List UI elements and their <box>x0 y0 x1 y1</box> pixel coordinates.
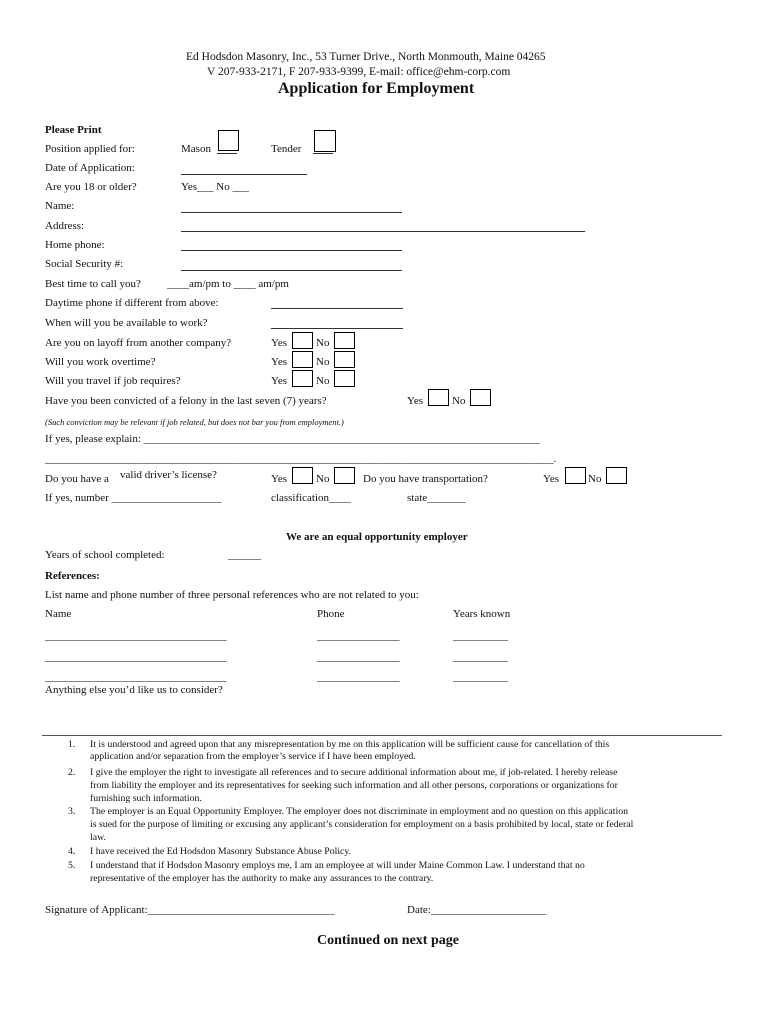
mason-underline <box>217 153 237 154</box>
term-text-line: is sued for the purpose of limiting or excusing any applicant’s consideration for employment on a basis prohibited by local, state or federal <box>90 819 634 830</box>
daytime-phone-field[interactable] <box>271 308 403 309</box>
ref-1-phone-field[interactable]: _______________ <box>317 630 400 642</box>
please-print-heading: Please Print <box>45 124 102 136</box>
home-phone-label: Home phone: <box>45 239 105 251</box>
layoff-label: Are you on layoff from another company? <box>45 337 232 349</box>
overtime-label: Will you work overtime? <box>45 356 156 368</box>
mason-label: Mason <box>181 143 211 155</box>
ref-header-phone: Phone <box>317 608 345 620</box>
travel-no-checkbox[interactable] <box>334 370 355 387</box>
age-label: Are you 18 or older? <box>45 181 137 193</box>
transport-no-label: No <box>588 473 602 485</box>
terms-divider <box>42 735 722 736</box>
term-text-line: I give the employer the right to investigate all references and to secure additional information about me, if job-related. I hereby release <box>90 767 618 778</box>
school-years-field[interactable]: ______ <box>228 549 261 561</box>
anything-else-label: Anything else you’d like us to consider? <box>45 684 223 696</box>
license-label-b: valid driver’s license? <box>120 469 217 481</box>
license-no-label: No <box>316 473 330 485</box>
position-label: Position applied for: <box>45 143 135 155</box>
signature-date-field[interactable]: Date:_____________________ <box>407 904 547 916</box>
term-text-line: application and/or separation from the employer’s service if I have been employed. <box>90 751 416 762</box>
transport-label: Do you have transportation? <box>363 473 488 485</box>
overtime-yes-checkbox[interactable] <box>292 351 313 368</box>
license-yes-checkbox[interactable] <box>292 467 313 484</box>
license-no-checkbox[interactable] <box>334 467 355 484</box>
ref-2-name-field[interactable]: _________________________________ <box>45 651 227 663</box>
equal-opportunity-statement: We are an equal opportunity employer <box>286 531 468 543</box>
term-text-line: I have received the Ed Hodsdon Masonry Substance Abuse Policy. <box>90 846 352 857</box>
tender-label: Tender <box>271 143 302 155</box>
availability-field[interactable] <box>271 328 403 329</box>
daytime-phone-label: Daytime phone if different from above: <box>45 297 219 309</box>
ssn-label: Social Security #: <box>45 258 124 270</box>
term-number: 2. <box>68 767 76 778</box>
term-text-line: furnishing such information. <box>90 793 202 804</box>
explain-label[interactable]: If yes, please explain: ________________________________________________________________________ <box>45 433 540 445</box>
page-title: Application for Employment <box>278 80 475 97</box>
tender-checkbox[interactable] <box>314 130 336 152</box>
references-heading: References: <box>45 570 100 582</box>
term-text-line: It is understood and agreed upon that any misrepresentation by me on this application will be sufficient cause for cancellation of this <box>90 739 610 750</box>
term-text-line: from liability the employer and its representatives for seeking such information and all other persons, corporations or organizations for <box>90 780 618 791</box>
layoff-no-label: No <box>316 337 330 349</box>
layoff-yes-label: Yes <box>271 337 288 349</box>
felony-no-checkbox[interactable] <box>470 389 491 406</box>
layoff-yes-checkbox[interactable] <box>292 332 313 349</box>
term-number: 3. <box>68 806 76 817</box>
term-number: 4. <box>68 846 76 857</box>
ref-header-years: Years known <box>453 608 511 620</box>
address-label: Address: <box>45 220 85 232</box>
felony-label: Have you been convicted of a felony in the last seven (7) years? <box>45 395 327 407</box>
term-number: 5. <box>68 860 76 871</box>
overtime-no-label: No <box>316 356 330 368</box>
term-text-line: I understand that if Hodsdon Masonry employs me, I am an employee at will under Maine Common Law. I understand that no <box>90 860 585 871</box>
travel-label: Will you travel if job requires? <box>45 375 181 387</box>
home-phone-field[interactable] <box>181 250 402 251</box>
felony-note: (Such conviction may be relevant if job related, but does not bar you from employment.) <box>45 417 344 427</box>
address-field[interactable] <box>181 231 585 232</box>
ref-3-years-field[interactable]: __________ <box>453 671 508 683</box>
license-state-field[interactable]: state_______ <box>407 492 466 504</box>
company-contact-line: V 207-933-2171, F 207-933-9399, E-mail: office@ehm-corp.com <box>207 66 511 78</box>
transport-yes-checkbox[interactable] <box>565 467 586 484</box>
travel-no-label: No <box>316 375 330 387</box>
availability-label: When will you be available to work? <box>45 317 208 329</box>
travel-yes-checkbox[interactable] <box>292 370 313 387</box>
transport-yes-label: Yes <box>543 473 560 485</box>
name-field[interactable] <box>181 212 402 213</box>
license-classification-field[interactable]: classification____ <box>271 492 352 504</box>
mason-checkbox[interactable] <box>218 130 239 151</box>
company-address-line: Ed Hodsdon Masonry, Inc., 53 Turner Drive., North Monmouth, Maine 04265 <box>186 51 546 63</box>
continued-notice: Continued on next page <box>317 933 459 948</box>
transport-no-checkbox[interactable] <box>606 467 627 484</box>
felony-no-label: No <box>452 395 466 407</box>
name-label: Name: <box>45 200 75 212</box>
tender-underline <box>313 153 333 154</box>
term-text-line: representative of the employer has the authority to make any assurances to the contrary. <box>90 873 434 884</box>
license-number-field[interactable]: If yes, number ____________________ <box>45 492 222 504</box>
ssn-field[interactable] <box>181 270 402 271</box>
signature-field[interactable]: Signature of Applicant:__________________________________ <box>45 904 335 916</box>
ref-2-phone-field[interactable]: _______________ <box>317 651 400 663</box>
ref-1-name-field[interactable]: _________________________________ <box>45 630 227 642</box>
school-years-label: Years of school completed: <box>45 549 165 561</box>
felony-yes-checkbox[interactable] <box>428 389 449 406</box>
ref-header-name: Name <box>45 608 72 620</box>
best-time-field[interactable]: ____am/pm to ____ am/pm <box>167 278 289 290</box>
felony-yes-label: Yes <box>407 395 424 407</box>
ref-3-name-field[interactable]: _________________________________ <box>45 671 227 683</box>
term-number: 1. <box>68 739 76 750</box>
license-yes-label: Yes <box>271 473 288 485</box>
ref-3-phone-field[interactable]: _______________ <box>317 671 400 683</box>
best-time-label: Best time to call you? <box>45 278 141 290</box>
date-of-application-label: Date of Application: <box>45 162 135 174</box>
references-instruction: List name and phone number of three personal references who are not related to you: <box>45 589 419 601</box>
term-text-line: The employer is an Equal Opportunity Employer. The employer does not discriminate in employment and no question on this application <box>90 806 628 817</box>
license-label-a: Do you have a <box>45 473 109 485</box>
travel-yes-label: Yes <box>271 375 288 387</box>
overtime-yes-label: Yes <box>271 356 288 368</box>
date-of-application-field[interactable] <box>181 174 307 175</box>
explain-field-line2[interactable]: ________________________________________________________________________________________________. <box>45 454 557 465</box>
age-options[interactable]: Yes___ No ___ <box>181 181 249 193</box>
ref-2-years-field[interactable]: __________ <box>453 651 508 663</box>
layoff-no-checkbox[interactable] <box>334 332 355 349</box>
overtime-no-checkbox[interactable] <box>334 351 355 368</box>
term-text-line: law. <box>90 832 106 843</box>
ref-1-years-field[interactable]: __________ <box>453 630 508 642</box>
